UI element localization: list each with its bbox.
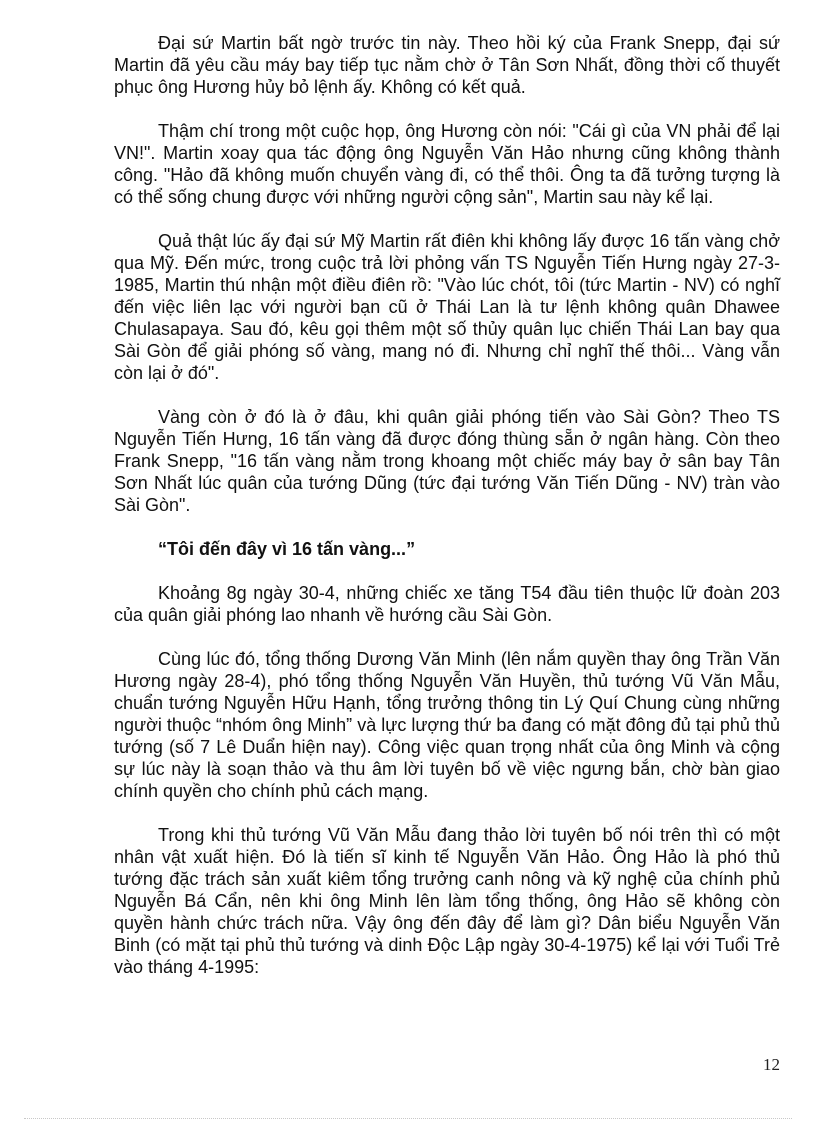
paragraph-martin-furious: Quả thật lúc ấy đại sứ Mỹ Martin rất điên khi không lấy được 16 tấn vàng chở qua Mỹ. Đến mức, trong cuộc trả lời phỏng vấn TS Nguyễn Tiến Hưng ngày 27-3-1985, Martin thú nhận một điều điên rồ: "Vào lúc chót, tôi (tức Martin - NV) có nghĩ đến việc liên lạc với người bạn cũ ở Thái Lan là tư lệnh không quân Dhawee Chulasapaya. Sau đó, kêu gọi thêm một số thủy quân lục chiến Thái Lan bay qua Sài Gòn để giải phóng số vàng, mang nó đi. Nhưng chỉ nghĩ thế thôi... Vàng vẫn còn lại ở đó". — [114, 231, 780, 383]
paragraph-tanks-arrive: Khoảng 8g ngày 30-4, những chiếc xe tăng T54 đầu tiên thuộc lữ đoàn 203 của quân giải phóng lao nhanh về hướng cầu Sài Gòn. — [114, 583, 780, 625]
page-number: 12 — [763, 1055, 780, 1074]
paragraph-martin-surprised: Đại sứ Martin bất ngờ trước tin này. Theo hồi ký của Frank Snepp, đại sứ Martin đã yêu cầu máy bay tiếp tục nằm chờ ở Tân Sơn Nhất, đồng thời cố thuyết phục ông Hương hủy bỏ lệnh ấy. Không có kết quả. — [114, 33, 780, 97]
footer-divider — [24, 1118, 792, 1119]
paragraph-gold-location: Vàng còn ở đó là ở đâu, khi quân giải phóng tiến vào Sài Gòn? Theo TS Nguyễn Tiến Hưng, 16 tấn vàng đã được đóng thùng sẵn ở ngân hàng. Còn theo Frank Snepp, "16 tấn vàng nằm trong khoang một chiếc máy bay ở sân bay Tân Sơn Nhất lúc quân của tướng Dũng (tức đại tướng Văn Tiến Dũng - NV) tràn vào Sài Gòn". — [114, 407, 780, 515]
document-body — [114, 32, 780, 1000]
paragraph-minh-cabinet: Cùng lúc đó, tổng thống Dương Văn Minh (lên nắm quyền thay ông Trần Văn Hương ngày 28-4), phó tổng thống Nguyễn Văn Huyền, thủ tướng Vũ Văn Mẫu, chuẩn tướng Nguyễn Hữu Hạnh, tổng trưởng thông tin Lý Quí Chung cùng những người thuộc “nhóm ông Minh” và lực lượng thứ ba đang có mặt đông đủ tại phủ thủ tướng (số 7 Lê Duẩn hiện nay). Công việc quan trọng nhất của ông Minh và cộng sự lúc này là soạn thảo và thu âm lời tuyên bố về việc ngưng bắn, chờ bàn giao chính quyền cho chính phủ cách mạng. — [114, 649, 780, 801]
section-heading: “Tôi đến đây vì 16 tấn vàng...” — [158, 539, 416, 559]
paragraph-huong-meeting: Thậm chí trong một cuộc họp, ông Hương còn nói: "Cái gì của VN phải để lại VN!". Martin xoay qua tác động ông Nguyễn Văn Hảo nhưng cũng không thành công. "Hảo đã không muốn chuyển vàng đi, có thể thôi. Ông ta đã tưởng tượng là có thể sống chung được với những người cộng sản", Martin sau này kể lại. — [114, 121, 780, 207]
paragraph-hao-appears: Trong khi thủ tướng Vũ Văn Mẫu đang thảo lời tuyên bố nói trên thì có một nhân vật xuất hiện. Đó là tiến sĩ kinh tế Nguyễn Văn Hảo. Ông Hảo là phó thủ tướng đặc trách sản xuất kiêm tổng trưởng canh nông và kỹ nghệ của chính phủ Nguyễn Bá Cẩn, nên khi ông Minh lên làm tổng thống, ông Hảo sẽ không còn quyền hành chức trách nữa. Vậy ông đến đây để làm gì? Dân biểu Nguyễn Văn Binh (có mặt tại phủ thủ tướng và dinh Độc Lập ngày 30-4-1975) kể lại với Tuổi Trẻ vào tháng 4-1995: — [114, 825, 780, 977]
